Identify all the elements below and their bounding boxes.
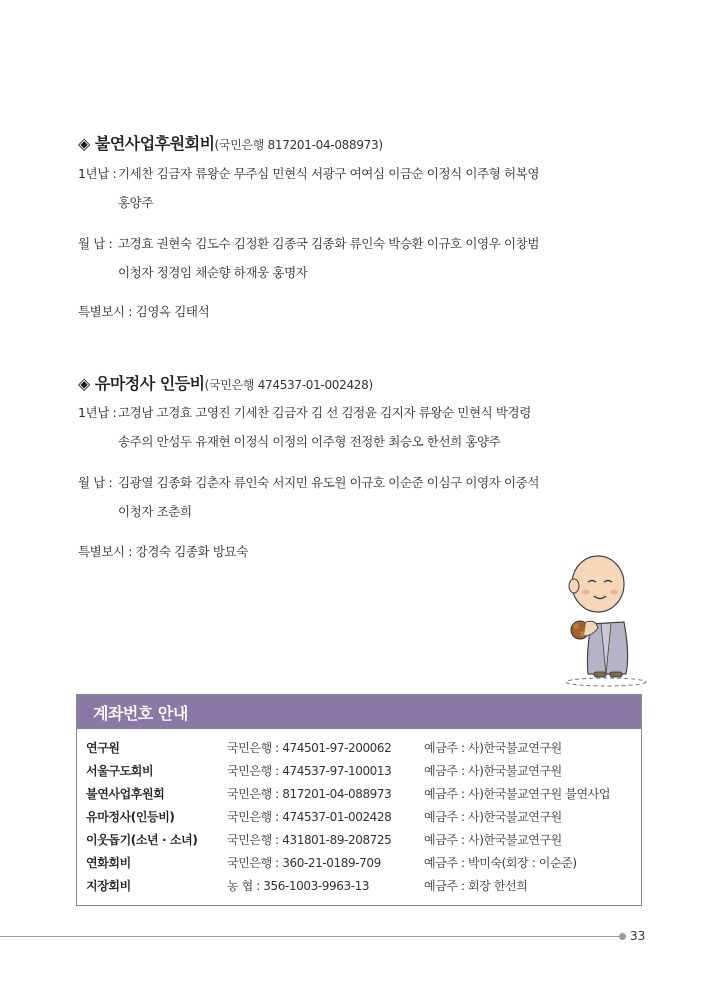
yearly-row-cont: 송주의 안성두 유재현 이정식 이정의 이주형 전정한 최승오 한선희 홍양주 xyxy=(118,434,501,449)
section-title-yuma: ◈ 유마정사 인등비(국민은행 474537-01-002428) xyxy=(78,374,373,393)
account-info-header xyxy=(77,695,641,729)
page-number: 33 xyxy=(630,929,646,943)
monthly-row-cont: 이청자 정경임 채순향 하재웅 홍명자 xyxy=(118,265,308,280)
section-title-bulyeon: ◈ 불연사업후원회비(국민은행 817201-04-088973) xyxy=(78,134,383,153)
special-donation: 특별보시 : 김영옥 김태석 xyxy=(78,304,210,319)
account-info-box: 계좌번호 안내 연구원 국민은행 : 474501-97-200062 예금주 : 사)한국불교연구원 서울구도회비 국민은행 : 474537-97-100013 예금주 : 사)한국불교연구원 불연사업후원회 국민은행 : 817201-04-088973 예금주 : 사)한국불교연구원 불연사업 유마정사(인등비) 국민은행 : 474537-01-002428 예금주 : 사)한국불교연구원 이웃돕기(소년 · 소녀) 국민은행 : 431801-89-208725 예금주 : 사)한국불교연구원 연화회비 국민은행 : 360-21-0189-709 예금주 : 박미숙(회장 : 이순준) 지장회비 농 협 : 356-1003-9963-13 예금주 : 회장 한선희 xyxy=(76,694,642,906)
footer-divider xyxy=(0,936,622,937)
bank-account: (국민은행 817201-04-088973) xyxy=(214,138,383,152)
special-donation: 특별보시 : 강경숙 김종화 방묘숙 xyxy=(78,544,248,559)
yearly-row-cont: 홍양주 xyxy=(118,195,154,210)
yearly-row: 1년납 : 고경남 고경효 고영진 기세찬 김금자 김 선 김정윤 김지자 류왕순 민현식 박경령 xyxy=(78,405,531,420)
monthly-row: 월 납 : 고경효 권현숙 김도수 김정환 김종국 김종화 류인숙 박승환 이규호 이영우 이창범 xyxy=(78,236,540,251)
footer-dot-icon xyxy=(619,933,626,940)
yearly-row: 1년납 : 기세찬 김금자 류왕순 무주심 민현식 서광구 여여심 이금순 이정식 이주형 허복영 xyxy=(78,166,540,181)
monk-illustration xyxy=(556,544,656,694)
account-info-title: 계좌번호 안내 xyxy=(93,704,188,723)
bank-account: (국민은행 474537-01-002428) xyxy=(204,378,373,392)
monthly-row: 월 납 : 김광열 김종화 김춘자 류인숙 서지민 유도원 이규호 이순준 이심구 이영자 이중석 xyxy=(78,475,540,490)
monthly-row-cont: 이청자 조춘희 xyxy=(118,504,192,519)
